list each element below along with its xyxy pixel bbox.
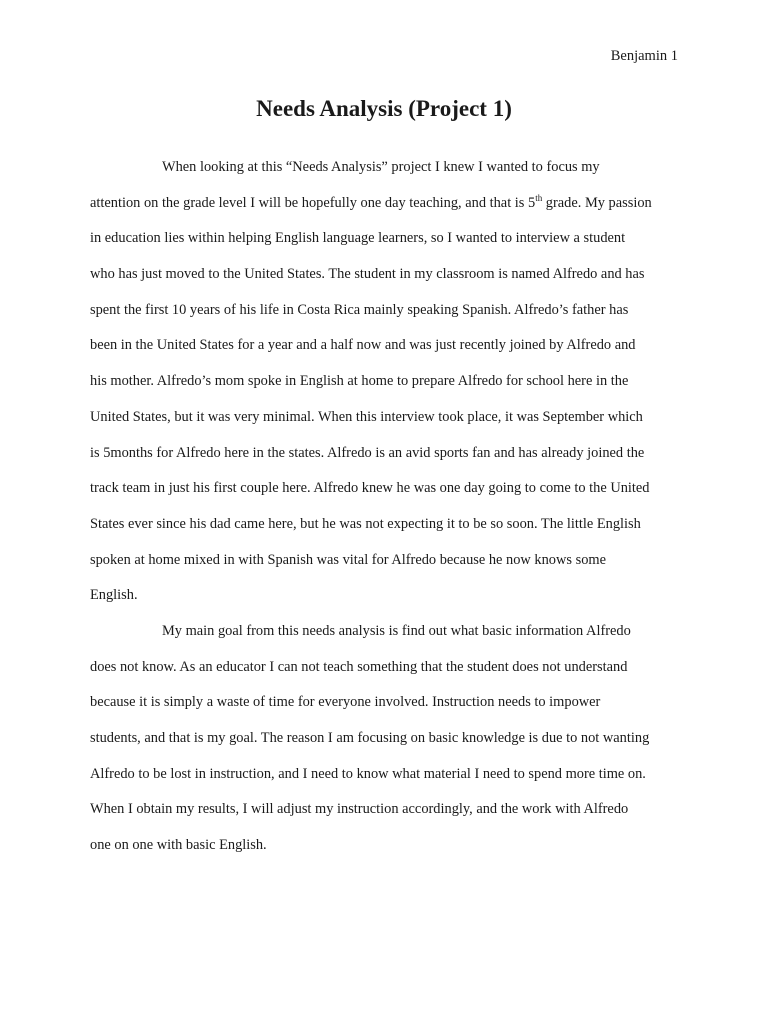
document-title: Needs Analysis (Project 1) — [256, 96, 512, 121]
text-line: students, and that is my goal. The reason I am focusing on basic knowledge is due to not wanting — [90, 730, 650, 746]
text-line: My main goal from this needs analysis is find out what basic information Alfredo — [162, 622, 631, 639]
text-line: does not know. As an educator I can not teach something that the student does not understand — [90, 658, 628, 675]
text-line: his mother. Alfredo’s mom spoke in English at home to prepare Alfredo for school here in the — [90, 373, 629, 390]
text-line: spent the first 10 years of his life in Costa Rica mainly speaking Spanish. Alfredo’s father has — [90, 301, 629, 318]
text-line — [90, 186, 680, 222]
text-line: When looking at this “Needs Analysis” project I knew I wanted to focus my — [162, 159, 600, 175]
text-line: States ever since his dad came here, but he was not expecting it to be so soon. The little English — [90, 515, 641, 532]
text-run: attention on the grade level I will be hopefully one day teaching, and that is 5 — [90, 194, 536, 211]
text-line: When I obtain my results, I will adjust my instruction accordingly, and the work with Alfredo — [90, 801, 629, 818]
text-line: spoken at home mixed in with Spanish was vital for Alfredo because he now knows some — [90, 551, 606, 568]
running-head: Benjamin 1 — [610, 48, 678, 64]
text-line: United States, but it was very minimal. When this interview took place, it was September which — [90, 408, 643, 425]
text-run: grade. My passion — [542, 194, 652, 211]
ordinal-superscript: th — [535, 192, 543, 203]
text-line: English. — [90, 587, 138, 604]
text-line: because it is simply a waste of time for everyone involved. Instruction needs to impower — [90, 694, 601, 711]
text-line: who has just moved to the United States. The student in my classroom is named Alfredo and has — [90, 266, 645, 283]
text-line: track team in just his first couple here. Alfredo knew he was one day going to come to the United — [90, 480, 650, 497]
document-body — [90, 150, 680, 864]
text-line: Alfredo to be lost in instruction, and I need to know what material I need to spend more time on. — [90, 765, 646, 782]
text-line: one on one with basic English. — [90, 837, 267, 854]
text-line: been in the United States for a year and a half now and was just recently joined by Alfredo and — [90, 337, 636, 354]
text-line: is 5months for Alfredo here in the states. Alfredo is an avid sports fan and has already joined the — [90, 444, 645, 461]
paragraph-1 — [90, 150, 680, 614]
paragraph-2 — [90, 614, 680, 864]
text-line: in education lies within helping English language learners, so I wanted to interview a student — [90, 230, 626, 247]
